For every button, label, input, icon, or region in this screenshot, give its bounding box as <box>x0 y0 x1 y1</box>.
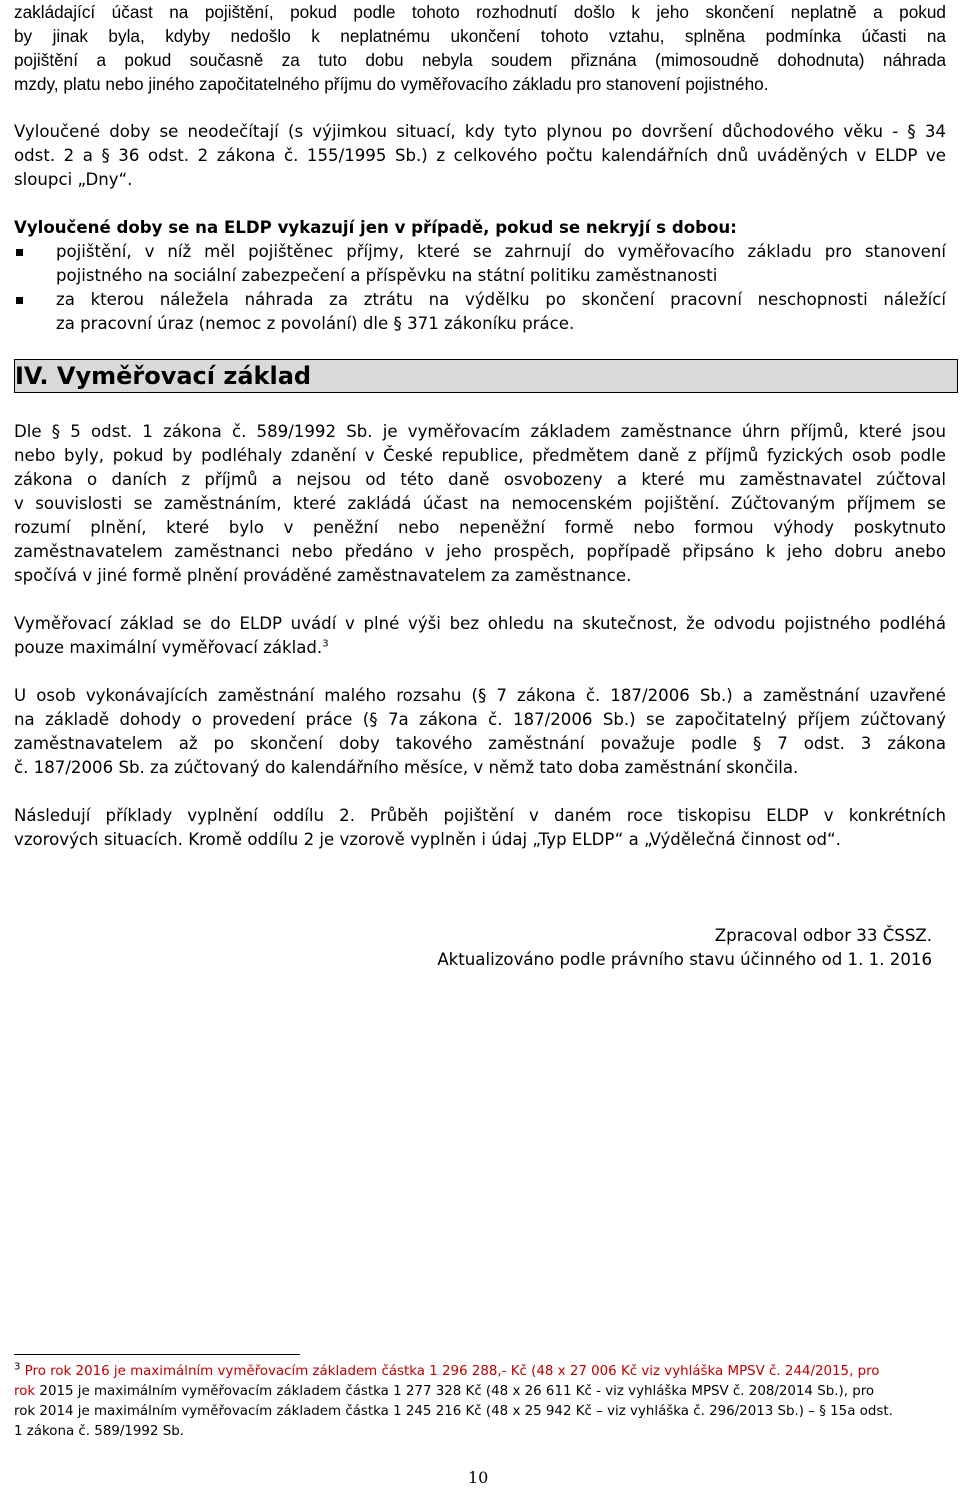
text-line: Vyloučené doby se neodečítají (s výjimkou situací, kdy tyto plynou po dovršení důchodového věku - § 34 <box>14 122 946 141</box>
text-line: v souvislosti se zaměstnáním, které zakládá účast na nemocenském pojištění. Zúčtovaným příjmem se <box>14 494 946 513</box>
text-line: rok 2015 je maximálním vyměřovacím základem částka 1 277 328 Kč (48 x 26 611 Kč - viz vyhláška MPSV č. 208/2014 Sb.), pro <box>14 1384 875 1399</box>
examples-paragraph <box>14 804 946 852</box>
text-line: by jinak byla, kdyby nedošlo k neplatnému ukončení tohoto vztahu, splněna podmínka účasti na <box>14 26 946 46</box>
text-line: spočívá v jiné formě plnění prováděné zaměstnavatelem za zaměstnance. <box>14 566 632 585</box>
bullet-square-icon <box>16 249 23 256</box>
update-note: Aktualizováno podle právního stavu účinného od 1. 1. 2016 <box>437 950 932 969</box>
excluded-periods-list <box>14 240 946 336</box>
intro-paragraph <box>14 0 946 96</box>
prepared-by: Zpracoval odbor 33 ČSSZ. <box>714 926 932 945</box>
text-line: na základě dohody o provedení práce (§ 7a zákona č. 187/2006 Sb.) se započitatelný příjem zúčtovaný <box>14 710 946 729</box>
text-line: zaměstnavatelem až po skončení doby takového zaměstnání považuje podle § 7 odst. 3 zákona <box>14 734 946 753</box>
text-line: mzdy, platu nebo jiného započitatelného příjmu do vyměřovacího základu pro stanovení pojistného. <box>14 74 769 94</box>
footnote-reference: 3 <box>322 638 329 650</box>
excluded-periods-heading: Vyloučené doby se na ELDP vykazují jen v případě, pokud se nekryjí s dobou: <box>14 218 737 237</box>
section-heading: IV. Vyměřovací základ <box>15 362 312 390</box>
text-line: za pracovní úraz (nemoc z povolání) dle § 371 zákoníku práce. <box>56 314 575 333</box>
text-line: rok 2014 je maximálním vyměřovacím základem částka 1 245 216 Kč (48 x 25 942 Kč – viz vyhláška č. 296/2013 Sb.) – § 15a odst. <box>14 1404 893 1419</box>
text-line: U osob vykonávajících zaměstnání malého rozsahu (§ 7 zákona č. 187/2006 Sb.) a zaměstnání uzavřené <box>14 686 946 705</box>
text-line: zakládající účast na pojištění, pokud podle tohoto rozhodnutí došlo k jeho skončení neplatně a pokud <box>14 2 946 22</box>
small-scope-employment-paragraph <box>14 684 946 780</box>
list-item <box>14 288 946 336</box>
eldp-base-paragraph <box>14 612 946 660</box>
assessment-base-paragraph <box>14 420 946 588</box>
text-line: pojištění, v níž měl pojištěnec příjmy, které se zahrnují do vyměřovacího základu pro stanovení <box>56 242 946 261</box>
text-line: č. 187/2006 Sb. za zúčtovaný do kalendářního měsíce, v němž tato doba zaměstnání skončila. <box>14 758 799 777</box>
text-line: zákona o daních z příjmů a nejsou od této daně osvobozeny a které mu zaměstnavatel zúčtoval <box>14 470 946 489</box>
text-line: rozumí plnění, které bylo v peněžní nebo nepeněžní formě nebo formou výhody poskytnuto <box>14 518 946 537</box>
text-line: nebo byly, pokud by podléhaly zdanění v České republice, předmětem daně z příjmů fyzických osob podle <box>14 446 946 465</box>
text-line: Následují příklady vyplnění oddílu 2. Průběh pojištění v daném roce tiskopisu ELDP v konkrétních <box>14 806 946 825</box>
section-heading-box <box>14 359 958 393</box>
text-line: Dle § 5 odst. 1 zákona č. 589/1992 Sb. je vyměřovacím základem zaměstnance úhrn příjmů, které jsou <box>14 422 946 441</box>
text-line: sloupci „Dny“. <box>14 170 133 189</box>
text-line: $^3$ Pro rok 2016 je maximálním vyměřovacím základem částka 1 296 288,- Kč (48 x 27 006 Kč viz vyhláška MPSV č. 244/2015, pro <box>14 1361 880 1379</box>
text-line: Vyměřovací základ se do ELDP uvádí v plné výši bez ohledu na skutečnost, že odvodu pojistného podléhá <box>14 614 946 633</box>
footnote <box>14 1362 946 1442</box>
text-line: za kterou náležela náhrada za ztrátu na výdělku po skončení pracovní neschopnosti náležící <box>56 290 946 309</box>
text-line: pojistného na sociální zabezpečení a příspěvku na státní politiku zaměstnanosti <box>56 266 718 285</box>
footnote-divider <box>14 1354 300 1355</box>
text-line: 1 zákona č. 589/1992 Sb. <box>14 1424 184 1439</box>
text-line: pojištění a pokud současně za tuto dobu nebyla soudem přiznána (mimosoudně dohodnuta) náhrada <box>14 50 946 70</box>
text-line: zaměstnavatelem zaměstnanci nebo předáno v jeho prospěch, popřípadě připsáno k jeho dobru anebo <box>14 542 946 561</box>
bullet-square-icon <box>16 297 23 304</box>
text-line: pouze maximální vyměřovací základ.$^3$ <box>14 638 329 657</box>
page-number: 10 <box>468 1468 489 1487</box>
text-line: odst. 2 a § 36 odst. 2 zákona č. 155/1995 Sb.) z celkového počtu kalendářních dnů uváděných v ELDP ve <box>14 146 946 165</box>
text-line: vzorových situacích. Kromě oddílu 2 je vzorově vyplněn i údaj „Typ ELDP“ a „Výdělečná činnost od“. <box>14 830 841 849</box>
list-item <box>14 240 946 288</box>
excluded-periods-paragraph <box>14 120 946 192</box>
footnote-number: 3 <box>14 1361 21 1373</box>
